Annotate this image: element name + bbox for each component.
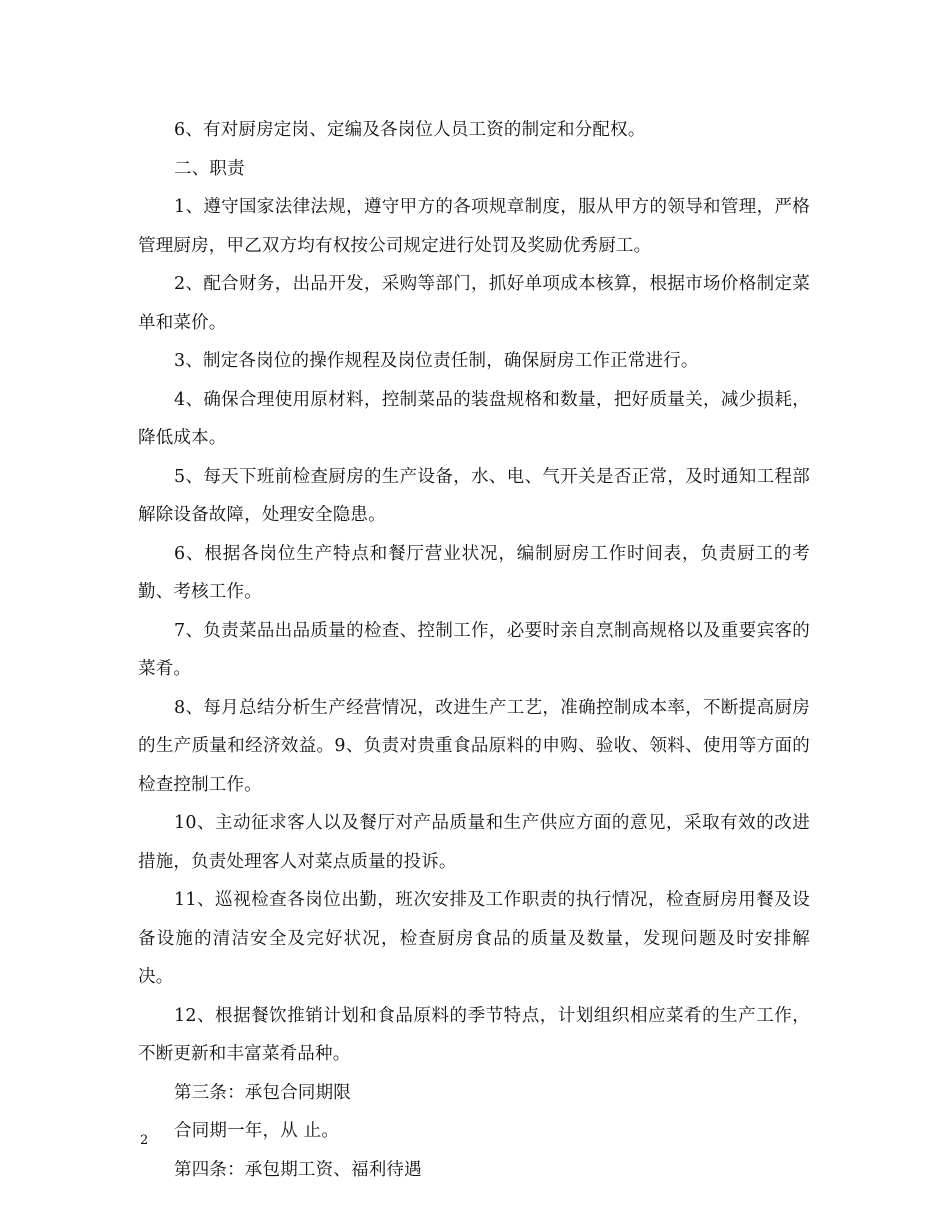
article-3-heading: 第三条：承包合同期限 — [174, 1082, 351, 1103]
paragraph-duty-4: 4、确保合理使用原材料，控制菜品的装盘规格和数量，把好质量关，减少损耗，降低成本。 — [138, 389, 810, 448]
paragraph-duty-11: 11、巡视检查各岗位出勤，班次安排及工作职责的执行情况，检查厨房用餐及设备设施的清洁安全及完好状况，检查厨房食品的质量及数量，发现问题及时安排解决。 — [138, 890, 810, 987]
paragraph-duty-8-9: 8、每月总结分析生产经营情况，改进生产工艺，准确控制成本率，不断提高厨房的生产质量和经济效益。9、负责对贵重食品原料的申购、验收、领料、使用等方面的检查控制工作。 — [138, 697, 810, 795]
page-number: 2 — [140, 1133, 149, 1148]
paragraph-duty-5: 5、每天下班前检查厨房的生产设备，水、电、气开关是否正常，及时通知工程部解除设备故障，处理安全隐患。 — [138, 466, 810, 525]
paragraph-duty-10: 10、主动征求客人以及餐厅对产品质量和生产供应方面的意见，采取有效的改进措施，负责处理客人对菜点质量的投诉。 — [138, 813, 810, 872]
paragraph-duty-2: 2、配合财务，出品开发，采购等部门，抓好单项成本核算，根据市场价格制定菜单和菜价。 — [138, 274, 810, 333]
section-heading-duties: 二、职责 — [174, 158, 245, 179]
paragraph-duty-6: 6、根据各岗位生产特点和餐厅营业状况，编制厨房工作时间表，负责厨工的考勤、考核工作。 — [138, 543, 810, 602]
article-4-heading: 第四条：承包期工资、福利待遇 — [174, 1159, 422, 1180]
document-body — [138, 111, 810, 1189]
paragraph-authority-6: 6、有对厨房定岗、定编及各岗位人员工资的制定和分配权。 — [174, 120, 646, 140]
paragraph-duty-12: 12、根据餐饮推销计划和食品原料的季节特点，计划组织相应菜肴的生产工作，不断更新和丰富菜肴品种。 — [138, 1005, 810, 1064]
paragraph-contract-term: 合同期一年，从 止。 — [174, 1121, 340, 1141]
paragraph-duty-1: 1、遵守国家法律法规，遵守甲方的各项规章制度，服从甲方的领导和管理，严格管理厨房，甲乙双方均有权按公司规定进行处罚及奖励优秀厨工。 — [138, 197, 810, 256]
paragraph-duty-7: 7、负责菜品出品质量的检查、控制工作，必要时亲自烹制高规格以及重要宾客的菜肴。 — [138, 620, 810, 679]
paragraph-duty-3: 3、制定各岗位的操作规程及岗位责任制，确保厨房工作正常进行。 — [174, 351, 699, 371]
